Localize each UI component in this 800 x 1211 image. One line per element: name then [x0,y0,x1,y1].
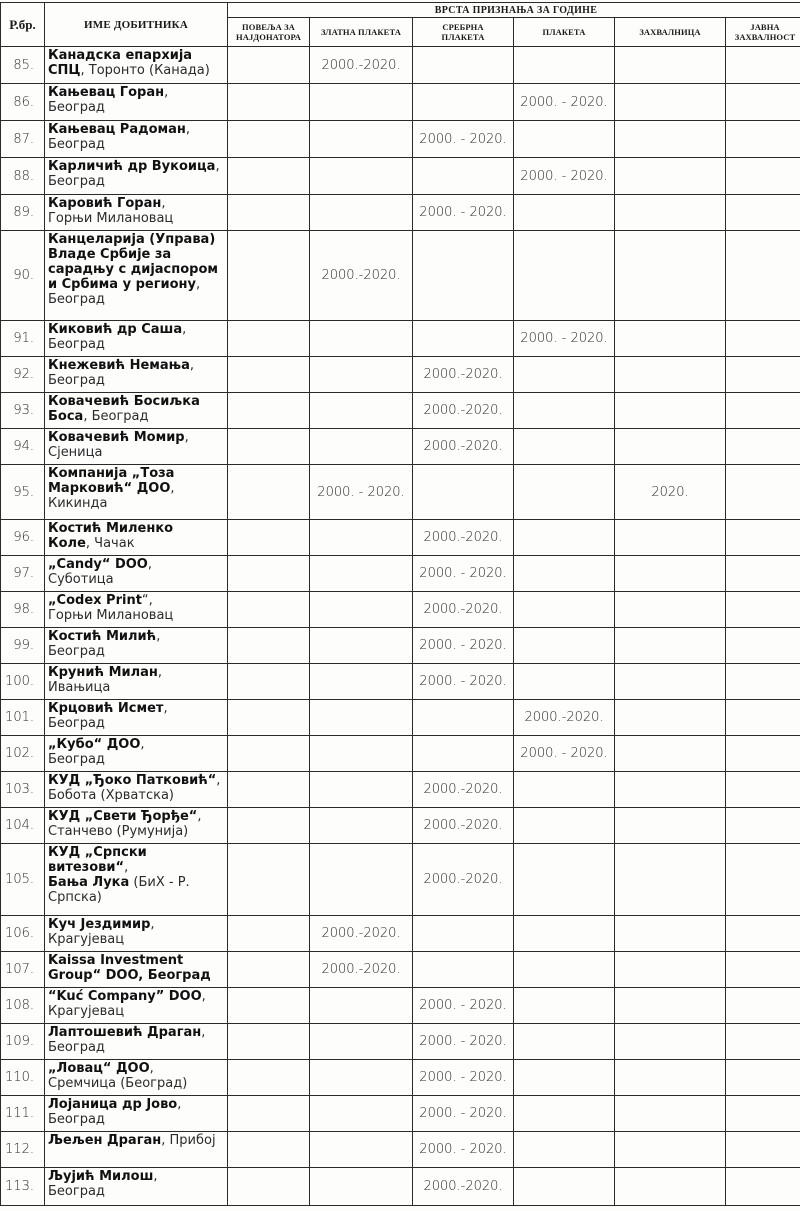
award-cell-col-4: 2020. [615,465,726,520]
award-cell-col-4 [615,700,726,736]
award-cell-col-4 [615,1096,726,1132]
recipient-name: „Ловац“ ДОО, Сремчица (Београд) [45,1060,228,1096]
table-row [1,121,800,158]
award-cell-col-3 [514,231,615,321]
award-cell-col-4 [615,84,726,121]
award-cell-col-5 [726,988,800,1024]
award-cell-col-3 [514,1168,615,1206]
table-row [1,844,800,916]
recipient-name: Ковачевић Босиљка Боса, Београд [45,393,228,429]
row-number: 96. [1,520,45,556]
row-number: 90. [1,231,45,321]
table-body [1,47,800,1206]
award-cell-col-0 [228,158,310,195]
award-cell-col-0 [228,1060,310,1096]
table-row [1,1132,800,1168]
recipient-name: Крунић Милан, Ивањица [45,664,228,700]
row-number: 105. [1,844,45,916]
award-cell-col-5 [726,952,800,988]
recipient-name: Карличић др Вукоица, Београд [45,158,228,195]
header-col-1: ЗЛАТНА ПЛАКЕТА [310,18,413,47]
recipient-name: „Кубо“ ДОО, Београд [45,736,228,772]
header-col-0: ПОВЕЉА ЗА НАЈДОНАТОРА [228,18,310,47]
table-row [1,231,800,321]
award-cell-col-3 [514,1060,615,1096]
award-cell-col-5 [726,664,800,700]
recipient-name: Љељен Драган, Прибој [45,1132,228,1168]
award-cell-col-1 [310,772,413,808]
award-cell-col-3: 2000. - 2020. [514,736,615,772]
award-cell-col-3 [514,664,615,700]
award-cell-col-3 [514,520,615,556]
award-cell-col-3 [514,47,615,84]
award-cell-col-2: 2000.-2020. [413,844,514,916]
award-cell-col-0 [228,808,310,844]
row-number: 106. [1,916,45,952]
award-cell-col-4 [615,808,726,844]
award-cell-col-4 [615,628,726,664]
award-cell-col-5 [726,393,800,429]
row-number: 93. [1,393,45,429]
award-cell-col-4 [615,520,726,556]
award-cell-col-2: 2000.-2020. [413,1168,514,1206]
award-cell-col-2: 2000. - 2020. [413,628,514,664]
row-number: 100. [1,664,45,700]
award-cell-col-1: 2000.-2020. [310,916,413,952]
row-number: 112. [1,1132,45,1168]
table-header [1,3,800,47]
recipient-name: Kaissa Investment Group“ DOO, Београд [45,952,228,988]
award-cell-col-4 [615,664,726,700]
award-cell-col-2: 2000. - 2020. [413,195,514,231]
row-number: 109. [1,1024,45,1060]
award-cell-col-5 [726,158,800,195]
table-row [1,916,800,952]
award-cell-col-0 [228,988,310,1024]
table-row [1,520,800,556]
award-cell-col-1 [310,736,413,772]
award-cell-col-2: 2000. - 2020. [413,121,514,158]
award-cell-col-2: 2000. - 2020. [413,1132,514,1168]
award-cell-col-4 [615,916,726,952]
award-cell-col-4 [615,195,726,231]
award-cell-col-4 [615,158,726,195]
award-cell-col-1 [310,664,413,700]
award-cell-col-4 [615,1132,726,1168]
award-cell-col-2: 2000. - 2020. [413,988,514,1024]
awards-table [0,2,800,1206]
recipient-name: Љујић Милош, Београд [45,1168,228,1206]
award-cell-col-0 [228,592,310,628]
award-cell-col-3: 2000.-2020. [514,700,615,736]
award-cell-col-0 [228,844,310,916]
award-cell-col-3 [514,121,615,158]
award-cell-col-3 [514,1024,615,1060]
table-row [1,321,800,357]
table-row [1,772,800,808]
award-cell-col-5 [726,429,800,465]
award-cell-col-0 [228,916,310,952]
award-cell-col-5 [726,772,800,808]
row-number: 103. [1,772,45,808]
award-cell-col-3 [514,916,615,952]
award-cell-col-5 [726,231,800,321]
award-cell-col-5 [726,1024,800,1060]
row-number: 113. [1,1168,45,1206]
recipient-name: Ковачевић Момир, Сјеница [45,429,228,465]
award-cell-col-5 [726,84,800,121]
award-cell-col-2 [413,231,514,321]
award-cell-col-5 [726,592,800,628]
award-cell-col-1 [310,393,413,429]
row-number: 88. [1,158,45,195]
award-cell-col-2 [413,916,514,952]
award-cell-col-1 [310,592,413,628]
recipient-name: Компанија „Тоза Марковић“ ДОО, Кикинда [45,465,228,520]
award-cell-col-4 [615,121,726,158]
award-cell-col-5 [726,1132,800,1168]
award-cell-col-1 [310,1096,413,1132]
award-cell-col-0 [228,736,310,772]
award-cell-col-3 [514,844,615,916]
award-cell-col-2 [413,47,514,84]
award-cell-col-4 [615,1060,726,1096]
recipient-name: КУД „Ђоко Патковић“, Бобота (Хрватска) [45,772,228,808]
award-cell-col-3 [514,429,615,465]
table-row [1,556,800,592]
row-number: 92. [1,357,45,393]
award-cell-col-2: 2000.-2020. [413,393,514,429]
award-cell-col-1: 2000. - 2020. [310,465,413,520]
award-cell-col-1 [310,429,413,465]
award-cell-col-0 [228,1096,310,1132]
row-number: 91. [1,321,45,357]
award-cell-col-2: 2000.-2020. [413,592,514,628]
table-row [1,988,800,1024]
recipient-name: Кањевац Радоман, Београд [45,121,228,158]
award-cell-col-4 [615,231,726,321]
recipient-name: Кањевац Горан, Београд [45,84,228,121]
recipient-name: „Candy“ DOO, Суботица [45,556,228,592]
award-cell-col-2: 2000. - 2020. [413,1024,514,1060]
award-cell-col-4 [615,393,726,429]
award-cell-col-5 [726,556,800,592]
award-cell-col-0 [228,393,310,429]
award-cell-col-5 [726,1060,800,1096]
award-cell-col-1 [310,628,413,664]
award-cell-col-3: 2000. - 2020. [514,158,615,195]
award-cell-col-1 [310,1168,413,1206]
award-cell-col-0 [228,84,310,121]
award-cell-col-2 [413,465,514,520]
recipient-name: Каровић Горан, Горњи Милановац [45,195,228,231]
table-row [1,808,800,844]
award-cell-col-0 [228,556,310,592]
table-row [1,47,800,84]
table-row [1,357,800,393]
recipient-name: Лаптошевић Драган, Београд [45,1024,228,1060]
award-cell-col-0 [228,700,310,736]
award-cell-col-3 [514,195,615,231]
recipient-name: „Codex Print“, Горњи Милановац [45,592,228,628]
award-cell-col-4 [615,844,726,916]
award-cell-col-4 [615,556,726,592]
award-cell-col-1 [310,700,413,736]
row-number: 94. [1,429,45,465]
award-cell-col-4 [615,772,726,808]
award-cell-col-2 [413,736,514,772]
header-award-group: ВРСТА ПРИЗНАЊА ЗА ГОДИНЕ [228,3,800,18]
award-cell-col-0 [228,121,310,158]
header-col-4: ЗАХВАЛНИЦА [615,18,726,47]
recipient-name: Крцовић Исмет, Београд [45,700,228,736]
table-row [1,1060,800,1096]
award-cell-col-1: 2000.-2020. [310,952,413,988]
row-number: 102. [1,736,45,772]
award-cell-col-0 [228,195,310,231]
award-cell-col-2: 2000. - 2020. [413,664,514,700]
recipient-name: Лојаница др Јово, Београд [45,1096,228,1132]
award-cell-col-4 [615,1024,726,1060]
award-cell-col-2: 2000.-2020. [413,357,514,393]
table-row [1,465,800,520]
award-cell-col-5 [726,700,800,736]
award-cell-col-3 [514,393,615,429]
row-number: 89. [1,195,45,231]
header-col-5: ЈАВНА ЗАХВАЛНОСТ [726,18,800,47]
award-cell-col-0 [228,1168,310,1206]
award-cell-col-3 [514,952,615,988]
award-cell-col-2: 2000.-2020. [413,808,514,844]
award-cell-col-3 [514,628,615,664]
award-cell-col-1 [310,1024,413,1060]
award-cell-col-5 [726,916,800,952]
award-cell-col-0 [228,520,310,556]
award-cell-col-2: 2000. - 2020. [413,1096,514,1132]
award-cell-col-1 [310,520,413,556]
award-cell-col-1 [310,84,413,121]
award-cell-col-1 [310,1132,413,1168]
table-row [1,952,800,988]
table-row [1,393,800,429]
award-cell-col-4 [615,592,726,628]
recipient-name: Киковић др Саша, Београд [45,321,228,357]
row-number: 110. [1,1060,45,1096]
award-cell-col-1 [310,357,413,393]
award-cell-col-3 [514,1132,615,1168]
award-cell-col-2 [413,84,514,121]
row-number: 95. [1,465,45,520]
award-cell-col-5 [726,357,800,393]
award-cell-col-0 [228,321,310,357]
award-cell-col-0 [228,664,310,700]
award-cell-col-5 [726,808,800,844]
award-cell-col-5 [726,628,800,664]
row-number: 108. [1,988,45,1024]
row-number: 99. [1,628,45,664]
award-cell-col-0 [228,628,310,664]
table-row [1,1024,800,1060]
recipient-name: Канцеларија (Управа) Владе Србије за сарадњу с дијаспором и Србима у региону, Београд [45,231,228,321]
award-cell-col-0 [228,1024,310,1060]
award-cell-col-0 [228,357,310,393]
table-row [1,158,800,195]
award-cell-col-4 [615,429,726,465]
award-cell-col-0 [228,429,310,465]
table-row [1,1096,800,1132]
row-number: 86. [1,84,45,121]
award-cell-col-3 [514,465,615,520]
award-cell-col-0 [228,465,310,520]
award-cell-col-4 [615,1168,726,1206]
award-cell-col-3 [514,357,615,393]
recipient-name: Канадска епархија СПЦ, Торонто (Канада) [45,47,228,84]
award-cell-col-1 [310,121,413,158]
recipient-name: Куч Јездимир, Крагујевац [45,916,228,952]
award-cell-col-4 [615,357,726,393]
table-row [1,700,800,736]
award-cell-col-2: 2000. - 2020. [413,1060,514,1096]
award-cell-col-2: 2000.-2020. [413,772,514,808]
award-cell-col-5 [726,736,800,772]
table-row [1,1168,800,1206]
award-cell-col-5 [726,1096,800,1132]
award-cell-col-4 [615,988,726,1024]
award-cell-col-3 [514,808,615,844]
award-cell-col-1 [310,556,413,592]
award-cell-col-3 [514,592,615,628]
award-cell-col-2 [413,952,514,988]
award-cell-col-1 [310,988,413,1024]
award-cell-col-3 [514,1096,615,1132]
recipient-name: КУД „Свети Ђорђе“, Станчево (Румунија) [45,808,228,844]
header-col-2: СРЕБРНА ПЛАКЕТА [413,18,514,47]
table-row [1,84,800,121]
award-cell-col-1 [310,808,413,844]
recipient-name: КУД „Српски витезови“, Бања Лука (БиХ - Р. Српска) [45,844,228,916]
table-row [1,195,800,231]
award-cell-col-2 [413,700,514,736]
header-col-3: ПЛАКЕТА [514,18,615,47]
table-row [1,592,800,628]
award-cell-col-1 [310,844,413,916]
award-cell-col-5 [726,1168,800,1206]
award-cell-col-0 [228,1132,310,1168]
award-cell-col-0 [228,47,310,84]
award-cell-col-0 [228,772,310,808]
award-cell-col-4 [615,47,726,84]
award-cell-col-0 [228,231,310,321]
award-cell-col-1: 2000.-2020. [310,47,413,84]
award-cell-col-2: 2000.-2020. [413,520,514,556]
award-cell-col-5 [726,195,800,231]
row-number: 111. [1,1096,45,1132]
award-cell-col-3 [514,772,615,808]
award-cell-col-5 [726,321,800,357]
recipient-name: Костић Милић, Београд [45,628,228,664]
award-cell-col-3 [514,988,615,1024]
award-cell-col-2 [413,321,514,357]
award-cell-col-5 [726,121,800,158]
header-name: ИМЕ ДОБИТНИКА [45,3,228,47]
award-cell-col-4 [615,321,726,357]
table-row [1,736,800,772]
row-number: 85. [1,47,45,84]
row-number: 101. [1,700,45,736]
award-cell-col-5 [726,465,800,520]
recipient-name: “Kuć Company” DOO, Крагујевац [45,988,228,1024]
row-number: 107. [1,952,45,988]
award-cell-col-5 [726,844,800,916]
award-cell-col-5 [726,520,800,556]
recipient-name: Кнежевић Немања, Београд [45,357,228,393]
table-row [1,664,800,700]
award-cell-col-0 [228,952,310,988]
row-number: 104. [1,808,45,844]
award-cell-col-3: 2000. - 2020. [514,321,615,357]
award-cell-col-4 [615,736,726,772]
award-cell-col-1 [310,1060,413,1096]
award-cell-col-5 [726,47,800,84]
recipient-name: Костић Миленко Коле, Чачак [45,520,228,556]
row-number: 98. [1,592,45,628]
row-number: 87. [1,121,45,158]
award-cell-col-2: 2000. - 2020. [413,556,514,592]
award-cell-col-4 [615,952,726,988]
header-rb: Р.бр. [1,3,45,47]
award-cell-col-2 [413,158,514,195]
award-cell-col-1 [310,321,413,357]
award-cell-col-2: 2000.-2020. [413,429,514,465]
table-row [1,628,800,664]
table-row [1,429,800,465]
award-cell-col-1: 2000.-2020. [310,231,413,321]
award-cell-col-3 [514,556,615,592]
row-number: 97. [1,556,45,592]
award-cell-col-1 [310,158,413,195]
award-cell-col-3: 2000. - 2020. [514,84,615,121]
award-cell-col-1 [310,195,413,231]
